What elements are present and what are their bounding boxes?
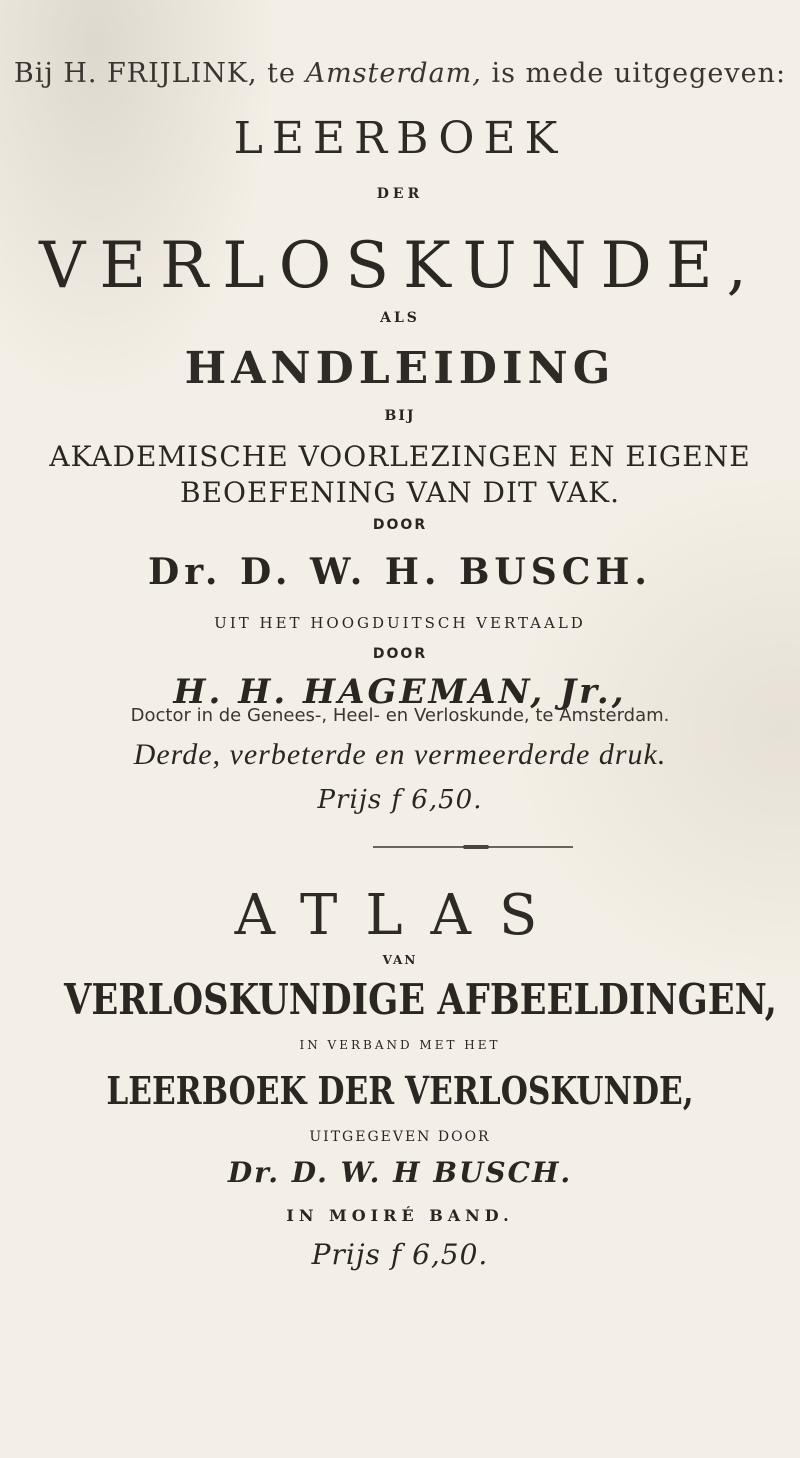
- book1-translator-title: Doctor in de Genees-, Heel- en Verloskunde, te Amsterdam.: [130, 705, 670, 726]
- publisher-suffix: is mede uitgegeven:: [491, 58, 787, 89]
- publisher-city: Amsterdam,: [305, 58, 482, 89]
- book2-uitgegeven: UITGEGEVEN DOOR: [309, 1129, 491, 1145]
- book1-price: Prijs f 6,50.: [317, 785, 483, 815]
- book2-in-verband: IN VERBAND MET HET: [299, 1038, 501, 1052]
- book1-subtitle-line1: AKADEMISCHE VOORLEZINGEN EN EIGENE: [49, 440, 751, 473]
- book1-translated: UIT HET HOOGDUITSCH VERTAALD: [214, 614, 586, 632]
- book1-title-line1: LEERBOEK: [233, 113, 567, 164]
- book1-edition: Derde, verbeterde en vermeerderde druk.: [133, 738, 667, 771]
- publisher-prefix: Bij H. FRIJLINK, te: [13, 58, 296, 89]
- publisher-line: [0, 58, 800, 89]
- book1-bij: BIJ: [384, 408, 416, 424]
- book2-subtitle: VERLOSKUNDIGE AFBEELDINGEN,: [64, 975, 777, 1024]
- book1-translator: H. H. HAGEMAN, Jr.,: [173, 672, 627, 712]
- book1-door2: DOOR: [372, 646, 428, 662]
- book2-title: ATLAS: [234, 883, 566, 948]
- book2-binding: IN MOIRÉ BAND.: [286, 1206, 514, 1225]
- book2-van: VAN: [382, 953, 418, 967]
- book1-handleiding: HANDLEIDING: [184, 343, 616, 394]
- book2-related-title: LEERBOEK DER VERLOSKUNDE,: [106, 1068, 694, 1113]
- book2-price: Prijs f 6,50.: [311, 1238, 489, 1271]
- book1-als: ALS: [380, 310, 420, 326]
- book1-title-line2: VERLOSKUNDE,: [39, 229, 761, 303]
- book1-subtitle-line2: BEOEFENING VAN DIT VAK.: [180, 476, 620, 509]
- section-divider: [373, 846, 573, 848]
- book2-author: Dr. D. W. H BUSCH.: [227, 1156, 573, 1189]
- book1-title-der: DER: [376, 186, 424, 202]
- book1-door1: DOOR: [372, 517, 428, 533]
- book1-author: Dr. D. W. H. BUSCH.: [148, 551, 652, 593]
